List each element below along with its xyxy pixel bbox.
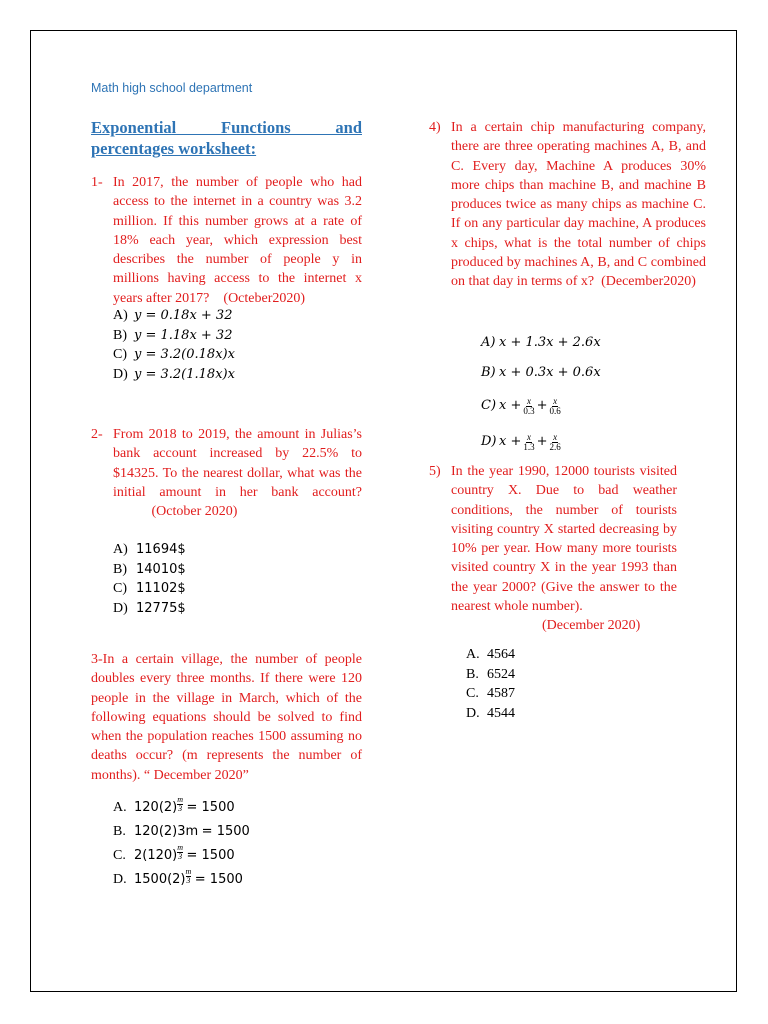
question-text: In a certain chip manufacturing company, there are three operating machines A, B, and C. Every day, Machine A produces 30% more chips than machine B, and machine B produces twice as many chips as machine C. If on any particular day machine, A produces x chips, what is the total number of chips produced by machines A, B, and C combined on that day in terms of x? — [451, 120, 706, 290]
option-b[interactable]: B. 6524 — [466, 666, 515, 682]
question-source: (Octeber2020) — [223, 290, 306, 306]
q5-options — [466, 645, 515, 723]
option-c[interactable]: C) x + $\frac{x}{0.3}$ + $\frac{x}{0.6}$ — [481, 395, 561, 416]
option-b[interactable]: B) x + 0.3x + 0.6x — [481, 365, 601, 380]
question-1 — [91, 173, 362, 308]
option-c[interactable]: C. 2(120) $\frac{m}{3}$ = 1500 — [113, 843, 235, 863]
question-source: (October 2020) — [151, 504, 238, 520]
option-a[interactable]: A) x + 1.3x + 2.6x — [481, 335, 601, 350]
title-line-1: Exponential Functions and — [91, 118, 362, 137]
question-source: (December2020) — [601, 274, 696, 290]
option-c[interactable]: C) 11102$ — [113, 581, 186, 596]
question-text: From 2018 to 2019, the amount in Julias’s bank account increased by 22.5% to $14325. To the nearest dollar, what was the initial amount in her bank account? — [113, 427, 362, 500]
option-d[interactable]: D. 4544 — [466, 705, 515, 721]
option-d[interactable]: D) y = 3.2(1.18x) x — [113, 366, 235, 382]
q1-options — [113, 306, 235, 384]
question-number: 1- — [91, 175, 103, 190]
question-number: 2- — [91, 427, 103, 442]
question-source: “ December 2020” — [143, 767, 249, 783]
worksheet-title — [91, 117, 362, 159]
department-label: Math high school department — [91, 81, 253, 95]
question-3 — [91, 650, 362, 785]
question-2 — [91, 425, 362, 521]
option-c[interactable]: C) y = 3.2(0.18x) x — [113, 347, 235, 362]
option-d[interactable]: D) 12775$ — [113, 600, 186, 616]
option-c[interactable]: C. 4587 — [466, 686, 515, 701]
q3-options — [113, 796, 250, 892]
title-line-2: percentages worksheet: — [91, 139, 257, 158]
question-number: 4) — [429, 120, 441, 135]
question-number: 5) — [429, 464, 441, 479]
question-text: In the year 1990, 12000 tourists visited country X. Due to bad weather conditions, the number of tourists visiting country X started decreasing by 10% per year. How many more tourists visited country X in the year 1993 than the year 2000? (Give the answer to the nearest whole number). — [451, 464, 677, 615]
option-d[interactable]: D) x + $\frac{x}{1.3}$ + $\frac{x}{2.6}$ — [481, 431, 561, 452]
q4-options — [481, 328, 601, 460]
option-a[interactable]: A. 120(2) $\frac{m}{3}$ = 1500 — [113, 795, 235, 815]
option-b[interactable]: B) y = 1.18x + 32 — [113, 327, 233, 343]
option-b[interactable]: B) 14010$ — [113, 561, 186, 577]
option-a[interactable]: A) y = 0.18x + 32 — [113, 308, 233, 323]
option-a[interactable]: A. 4564 — [466, 647, 515, 662]
option-a[interactable]: A) 11694$ — [113, 542, 186, 557]
option-b[interactable]: B. 120(2) 3m = 1500 — [113, 824, 250, 839]
option-d[interactable]: D. 1500(2) $\frac{m}{3}$ = 1500 — [113, 867, 243, 887]
question-4 — [429, 118, 706, 292]
question-source: (December 2020) — [542, 618, 641, 634]
question-5 — [429, 462, 677, 636]
question-text: In 2017, the number of people who had access to the internet in a country was 3.2 million. If this number grows at a rate of 18% each year, which expression best describes the number of people y in millions having access to the internet x years after 2017? — [113, 175, 362, 306]
question-text: 3-In a certain village, the number of people doubles every three months. If there were 120 people in the village in March, which of the following equations should be solved to find when the population reaches 1500 assuming no deaths occur? (m represents the number of months). — [91, 652, 362, 783]
q2-options — [113, 540, 186, 618]
